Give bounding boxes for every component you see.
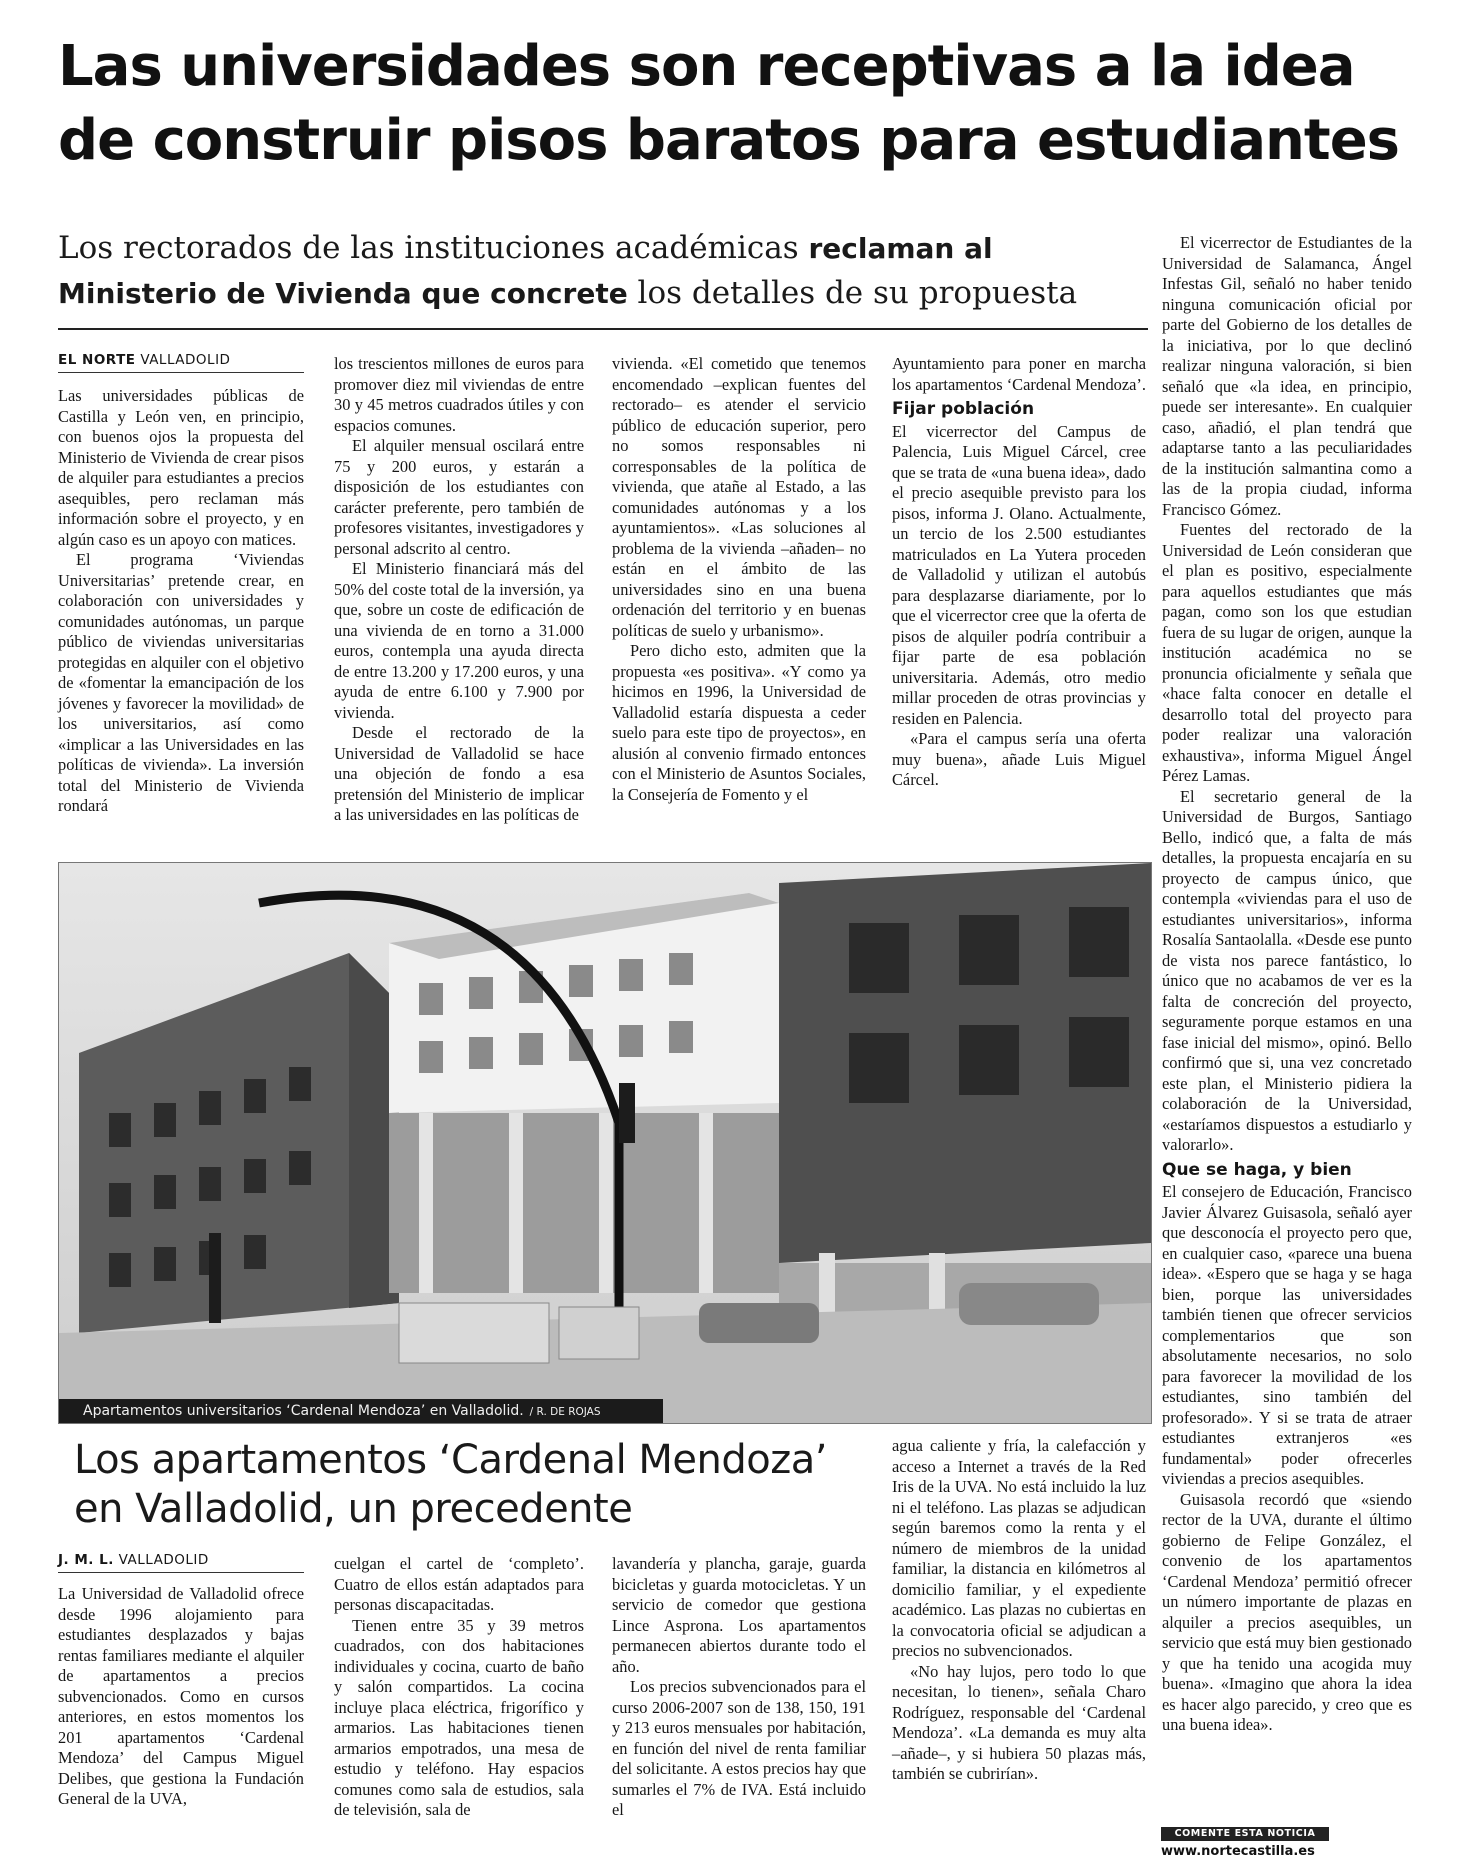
byline-author: J. M. L. <box>58 1552 114 1568</box>
deck-bold: reclaman al Ministerio de Vivienda que concrete <box>58 232 993 310</box>
photo-credit: / R. DE ROJAS <box>529 1406 601 1418</box>
building-photo <box>58 862 1152 1424</box>
main-column-1 <box>58 386 304 817</box>
paragraph: La Universidad de Valladolid ofrece desde 1996 alojamiento para estudiantes desplazados y bajas rentas familiares mediante el alquiler de apartamentos a precios subvencionados. Como en cursos anteriores, en estos momentos los 201 apartamentos ‘Cardenal Mendoza’ del Campus Miguel Delibes, que gestiona la Fundación General de la UVA, <box>58 1584 304 1808</box>
caption-text: Apartamentos universitarios ‘Cardenal Mendoza’ en Valladolid. <box>83 1403 524 1419</box>
deck <box>58 226 1148 316</box>
paragraph: Las universidades públicas de Castilla y León ven, en principio, con buenos ojos la propuesta del Ministerio de Vivienda de crear pisos de alquiler para estudiantes a precios asequibles, pero reclaman más información sobre el proyecto, y en algún caso es un apoyo con matices. <box>58 386 304 549</box>
sub-column-4 <box>892 1436 1146 1785</box>
paragraph: El vicerrector de Estudiantes de la Universidad de Salamanca, Ángel Infestas Gil, señaló no haber tenido ninguna comunicación oficial por parte del Gobierno de los detalles de la iniciativa, por lo que declinó realizar ninguna valoración, si bien señaló que «la idea, en principio, puede ser interesante». En cualquier caso, añadió, el plan tendrá que adaptarse tanto a las peculiaridades de la institución salmantina como a las de la propia ciudad, informa Francisco Gómez. <box>1162 233 1412 519</box>
paragraph: El Ministerio financiará más del 50% del coste total de la inversión, ya que, sobre un coste de edificación de una vivienda de en torno a 31.000 euros, contempla una ayuda directa de entre 13.200 y 17.200 euros, y una ayuda de entre 6.100 y 7.900 por vivienda. <box>334 559 584 722</box>
subhead-que-se-haga: Que se haga, y bien <box>1162 1159 1352 1180</box>
photo-caption <box>59 1399 663 1423</box>
paragraph: vivienda. «El cometido que tenemos encomendado –explican fuentes del rectorado– es atender el servicio público de educación superior, pero no somos responsables ni corresponsables de la política de vivienda, que atañe al Estado, a las comunidades autónomas y a los ayuntamientos». «Las soluciones al problema de la vivienda –añaden– no están en el ámbito de las universidades sino en una buena ordenación del territorio y en buenas políticas de suelo y urbanismo». <box>612 354 866 640</box>
comment-badge[interactable]: COMENTE ESTA NOTICIA <box>1161 1827 1329 1841</box>
paragraph: los trescientos millones de euros para promover diez mil viviendas de entre 30 y 45 metros cuadrados útiles y con espacios comunes. <box>334 354 584 435</box>
sub-headline: Los apartamentos ‘Cardenal Mendoza’ en Valladolid, un precedente <box>74 1437 827 1532</box>
right-column <box>1162 233 1412 1736</box>
paragraph: Guisasola recordó que «siendo rector de la UVA, durante el último gobierno de Felipe González, el convenio de los apartamentos ‘Cardenal Mendoza’ permitió ofrecer un número importante de plazas en alquiler a precios asequibles, un servicio que está muy bien gestionado y que ha tenido una acogida muy buena». «Imagino que ahora la idea es hacer algo parecido, y creo que es una buena idea». <box>1162 1489 1412 1734</box>
byline-outlet: EL NORTE <box>58 352 136 368</box>
byline-city: VALLADOLID <box>140 352 231 368</box>
paragraph: «No hay lujos, pero todo lo que necesitan, lo tienen», señala Charo Rodríguez, responsable del ‘Cardenal Mendoza’. «La demanda es muy alta –añade–, y si hubiera 50 plazas más, también se cubrirían». <box>892 1661 1146 1783</box>
paragraph: El programa ‘Viviendas Universitarias’ pretende crear, en colaboración con universidades y comunidades autónomas, un parque público de viviendas universitarias protegidas en alquiler con el objetivo de «fomentar la emancipación de los jóvenes y favorecer la movilidad» de los universitarios, así como «implicar a las Universidades en las políticas de vivienda». La inversión total del Ministerio de Vivienda rondará <box>58 550 304 815</box>
paragraph: «Para el campus sería una oferta muy buena», añade Luis Miguel Cárcel. <box>892 729 1146 789</box>
website-link[interactable]: www.nortecastilla.es <box>1161 1844 1315 1859</box>
paragraph: cuelgan el cartel de ‘completo’. Cuatro de ellos están adaptados para personas discapacitadas. <box>334 1554 584 1614</box>
sub-column-3 <box>612 1554 866 1821</box>
byline-city: VALLADOLID <box>118 1552 209 1568</box>
headline: Las universidades son receptivas a la idea de construir pisos baratos para estudiantes <box>58 34 1400 173</box>
sub-column-2 <box>334 1554 584 1821</box>
paragraph: Pero dicho esto, admiten que la propuesta «es positiva». «Y como ya hicimos en 1996, la Universidad de Valladolid estaría dispuesta a ceder suelo para este tipo de proyectos», en alusión al convenio firmado entonces con el Ministerio de Asuntos Sociales, la Consejería de Fomento y el <box>612 641 866 804</box>
paragraph: El alquiler mensual oscilará entre 75 y 200 euros, y estarán a disposición de los estudiantes con carácter preferente, pero también de profesores visitantes, investigadores y personal adscrito al centro. <box>334 436 584 558</box>
building-illustration <box>59 863 1151 1423</box>
deck-rule <box>58 328 1148 330</box>
paragraph: agua caliente y fría, la calefacción y acceso a Internet a través de la Red Iris de la UVA. No está incluido la luz ni el teléfono. Las plazas se adjudican según baremos como la renta y el número de miembros de la unidad familiar, la distancia en kilómetros al domicilio familiar, y el expediente académico. Las plazas no cubiertas en la convocatoria oficial se adjudican a precios no subvencionados. <box>892 1436 1146 1660</box>
paragraph: El secretario general de la Universidad de Burgos, Santiago Bello, indicó que, a falta de más detalles, la propuesta encajaría en su proyecto de campus único, que contempla «viviendas para el uso de estudiantes universitarios», informa Rosalía Santaolalla. «Desde ese punto de vista nos parece fantástico, lo único que no acabamos de ver es la falta de concreción del proyecto, seguramente porque estamos en una fase inicial del mismo», opinó. Bello confirmó que si, una vez concretado este plan, el Ministerio pidiera la colaboración de la Universidad, «estaríamos dispuestos a estudiarlo y valorarlo». <box>1162 786 1412 1154</box>
paragraph: Tienen entre 35 y 39 metros cuadrados, con dos habitaciones individuales y cocina, cuarto de baño y salón compartidos. La cocina incluye placa eléctrica, frigorífico y armarios. Las habitaciones tienen armarios empotrados, una mesa de estudio y teléfono. Hay espacios comunes como sala de estudios, sala de televisión, sala de <box>334 1615 584 1819</box>
sub-column-1 <box>58 1584 304 1810</box>
paragraph: lavandería y plancha, garaje, guarda bicicletas y guarda motocicletas. Y un servicio de comedor que gestiona Lince Asprona. Los apartamentos permanecen abiertos durante todo el año. <box>612 1554 866 1676</box>
paragraph: Fuentes del rectorado de la Universidad de León consideran que el plan es positivo, especialmente para aquellos estudiantes que más pagan, como son los que estudian fuera de su lugar de origen, aunque la institución académica no se pronuncia oficialmente y señala que «hace falta conocer en detalle el desarrollo total del proyecto para poder realizar una valoración exhaustiva», informa Miguel Ángel Pérez Lamas. <box>1162 520 1412 785</box>
paragraph: Los precios subvencionados para el curso 2006-2007 son de 138, 150, 191 y 213 euros mensuales por habitación, en función del nivel de renta familiar del solicitante. A estos precios hay que sumarles el 7% de IVA. Está incluido el <box>612 1677 866 1819</box>
paragraph: El consejero de Educación, Francisco Javier Álvarez Guisasola, señaló ayer que desconocía el proyecto pero que, en cualquier caso, «parece una buena idea». «Espero que se haga y se haga bien, porque las universidades también tienen que ofrecer servicios complementarios que son absolutamente necesarios, no solo para favorecer la movilidad de los estudiantes, sino también del profesorado». Y si se trata de atraer estudiantes extranjeros «es fundamental» poder ofrecerles viviendas a precios asequibles. <box>1162 1182 1412 1488</box>
main-column-4 <box>892 354 1146 791</box>
deck-part2: los detalles de su propuesta <box>627 275 1078 311</box>
main-column-3 <box>612 354 866 805</box>
main-byline <box>58 352 304 373</box>
main-column-2 <box>334 354 584 826</box>
deck-part1: Los rectorados de las instituciones académicas <box>58 230 809 266</box>
paragraph: El vicerrector del Campus de Palencia, Luis Miguel Cárcel, cree que se trata de «una buena idea», dado el precio asequible previsto para los pisos, informa J. Olano. Actualmente, un tercio de los 2.500 estudiantes matriculados en La Yutera proceden de Valladolid y utilizan el autobús para desplazarse diariamente, por lo que el vicerrector cree que la oferta de pisos de alquiler podría contribuir a fijar parte de esa población universitaria. Además, otro medio millar proceden de otras provincias y residen en Palencia. <box>892 421 1146 728</box>
sub-byline <box>58 1552 304 1573</box>
paragraph: Desde el rectorado de la Universidad de Valladolid se hace una objeción de fondo a esa pretensión del Ministerio de implicar a las universidades en las políticas de <box>334 723 584 824</box>
paragraph: Ayuntamiento para poner en marcha los apartamentos ‘Cardenal Mendoza’. <box>892 354 1146 394</box>
subhead-fijar-poblacion: Fijar población <box>892 399 1035 419</box>
